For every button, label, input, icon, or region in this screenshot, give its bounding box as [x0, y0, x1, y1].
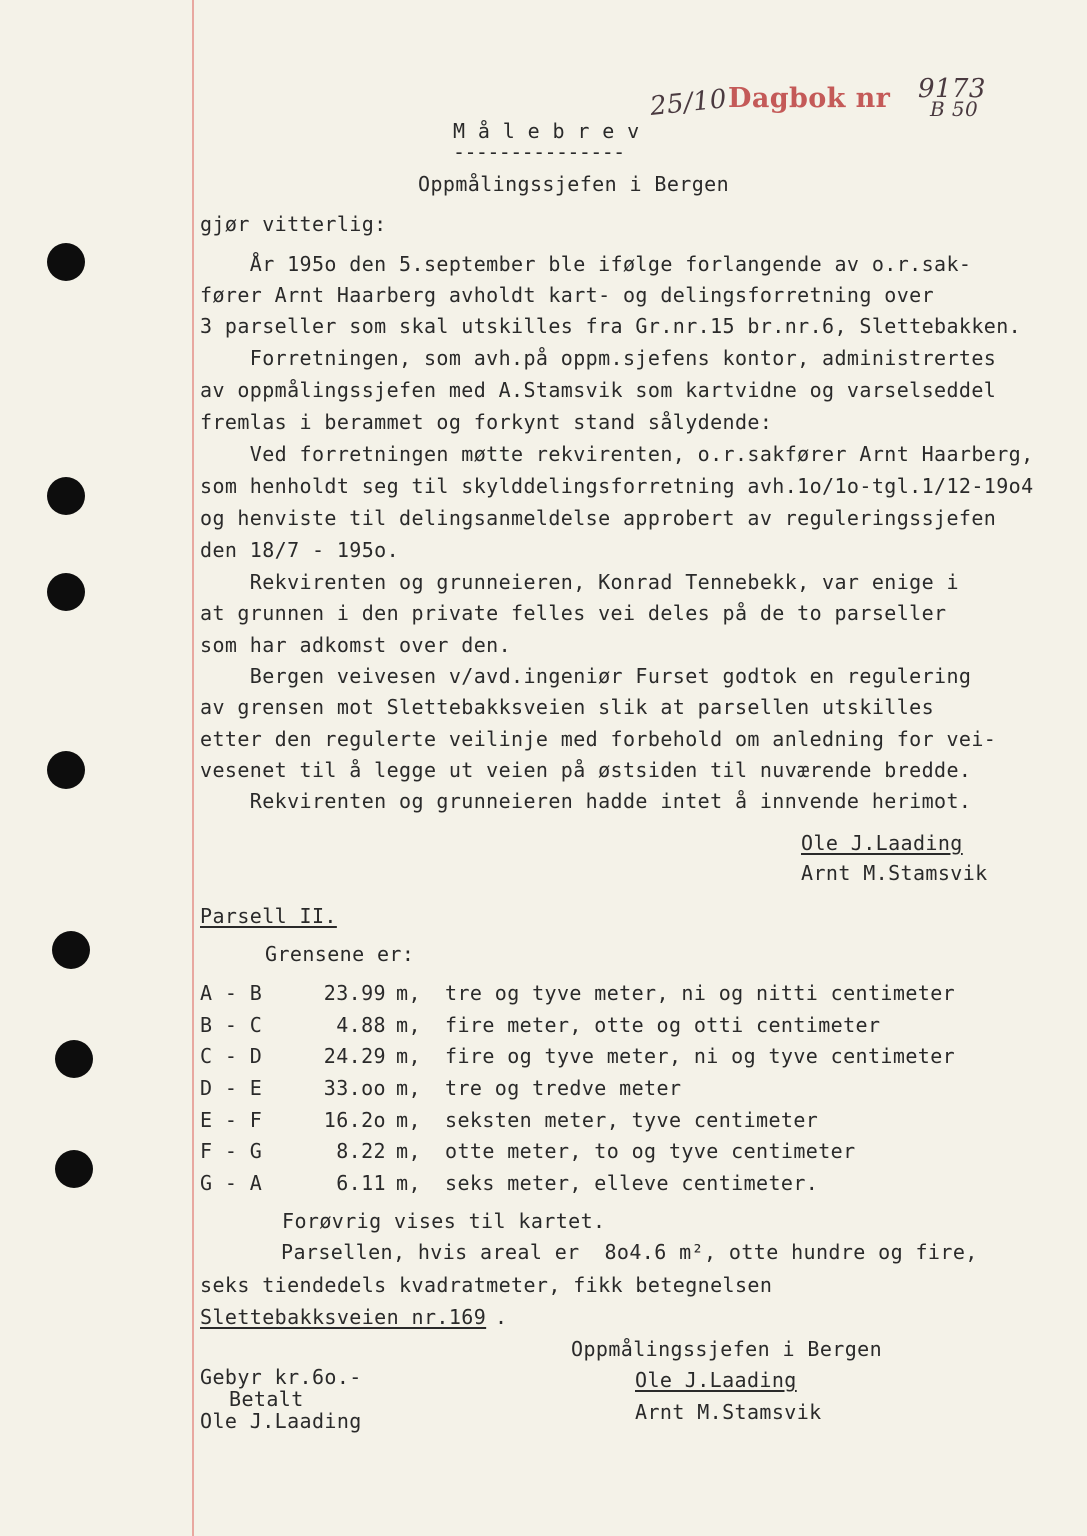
body-line: År 195o den 5.september ble ifølge forlangende av o.r.sak- — [200, 252, 972, 276]
map-reference: Forøvrig vises til kartet. — [282, 1209, 606, 1233]
signature-stamsvik: Arnt M.Stamsvik — [801, 861, 988, 885]
boundary-value: 4.88 — [336, 1013, 386, 1037]
boundary-value: 6.11 — [336, 1171, 386, 1195]
designation-period: . — [495, 1305, 508, 1329]
boundary-unit: m, — [396, 1108, 421, 1132]
title-rule: --------------- — [453, 140, 625, 164]
boundary-words: seksten meter, tyve centimeter — [445, 1108, 819, 1132]
body-line: at grunnen i den private felles vei deles på de to parseller — [200, 601, 947, 625]
body-line: som har adkomst over den. — [200, 633, 512, 657]
area-line: seks tiendedels kvadratmeter, fikk betegnelsen — [200, 1273, 773, 1297]
punch-hole — [47, 477, 85, 515]
body-line: og henviste til delingsanmeldelse approbert av reguleringssjefen — [200, 506, 997, 530]
boundary-unit: m, — [396, 981, 421, 1005]
boundary-unit: m, — [396, 1139, 421, 1163]
body-line: den 18/7 - 195o. — [200, 538, 400, 562]
boundary-segment: E - F — [200, 1108, 263, 1132]
body-line: Rekvirenten og grunneieren, Konrad Tennebekk, var enige i — [200, 570, 959, 594]
punch-hole — [55, 1150, 93, 1188]
boundary-value: 16.2o — [323, 1108, 386, 1132]
boundary-segment: D - E — [200, 1076, 263, 1100]
body-line: fører Arnt Haarberg avholdt kart- og delingsforretning over — [200, 283, 935, 307]
boundary-unit: m, — [396, 1044, 421, 1068]
body-line: fremlas i berammet og forkynt stand sålydende: — [200, 410, 773, 434]
body-line: Rekvirenten og grunneieren hadde intet å innvende herimot. — [200, 789, 972, 813]
body-line: vesenet til å legge ut veien på østsiden til nuværende bredde. — [200, 758, 972, 782]
boundary-words: tre og tyve meter, ni og nitti centimeter — [445, 981, 956, 1005]
footer-signature-stamsvik: Arnt M.Stamsvik — [635, 1400, 822, 1424]
paid-label: Betalt — [229, 1387, 304, 1411]
punch-hole — [47, 573, 85, 611]
boundary-words: tre og tredve meter — [445, 1076, 682, 1100]
body-line: 3 parseller som skal utskilles fra Gr.nr.15 br.nr.6, Slettebakken. — [200, 314, 1022, 338]
boundary-value: 23.99 — [323, 981, 386, 1005]
issuer-heading: Oppmålingssjefen i Bergen — [418, 172, 730, 196]
body-line: etter den regulerte veilinje med forbehold om anledning for vei- — [200, 727, 997, 751]
stamp-number: 9173 — [918, 74, 986, 104]
boundary-words: seks meter, elleve centimeter. — [445, 1171, 819, 1195]
boundaries-intro: Grensene er: — [265, 942, 415, 966]
stamp-label: Dagbok nr — [728, 83, 891, 114]
body-line: som henholdt seg til skylddelingsforretning avh.1o/1o-tgl.1/12-19o4 — [200, 474, 1034, 498]
boundary-unit: m, — [396, 1076, 421, 1100]
boundary-unit: m, — [396, 1013, 421, 1037]
boundary-segment: C - D — [200, 1044, 263, 1068]
footer-signature-laading: Ole J.Laading — [635, 1368, 797, 1392]
boundary-unit: m, — [396, 1171, 421, 1195]
boundary-value: 24.29 — [323, 1044, 386, 1068]
punch-hole — [47, 243, 85, 281]
boundary-words: fire meter, otte og otti centimeter — [445, 1013, 881, 1037]
signature-laading: Ole J.Laading — [801, 831, 963, 855]
boundary-words: otte meter, to og tyve centimeter — [445, 1139, 856, 1163]
body-line: Bergen veivesen v/avd.ingeniør Furset godtok en regulering — [200, 664, 972, 688]
margin-rule — [192, 0, 194, 1536]
area-line: Parsellen, hvis areal er 8o4.6 m², otte hundre og fire, — [281, 1240, 978, 1264]
body-line: av oppmålingssjefen med A.Stamsvik som kartvidne og varselseddel — [200, 378, 997, 402]
boundary-value: 8.22 — [336, 1139, 386, 1163]
boundary-segment: F - G — [200, 1139, 263, 1163]
punch-hole — [55, 1040, 93, 1078]
paid-by: Ole J.Laading — [200, 1409, 362, 1433]
body-line: gjør vitterlig: — [200, 212, 387, 236]
designation: Slettebakksveien nr.169 — [200, 1305, 487, 1329]
boundary-segment: B - C — [200, 1013, 263, 1037]
boundary-segment: G - A — [200, 1171, 263, 1195]
punch-hole — [47, 751, 85, 789]
body-line: av grensen mot Slettebakksveien slik at parsellen utskilles — [200, 695, 935, 719]
body-line: Forretningen, som avh.på oppm.sjefens kontor, administrertes — [200, 346, 997, 370]
document-title: M å l e b r e v — [453, 119, 640, 143]
boundary-segment: A - B — [200, 981, 263, 1005]
punch-hole — [52, 931, 90, 969]
body-line: Ved forretningen møtte rekvirenten, o.r.sakfører Arnt Haarberg, — [200, 442, 1034, 466]
stamp-year: B 50 — [930, 97, 979, 121]
fee-line: Gebyr kr.6o.- — [200, 1365, 362, 1389]
parsell-heading: Parsell II. — [200, 904, 337, 928]
footer-issuer: Oppmålingssjefen i Bergen — [571, 1337, 883, 1361]
stamp-date: 25/10 — [648, 84, 729, 122]
boundary-value: 33.oo — [323, 1076, 386, 1100]
boundary-words: fire og tyve meter, ni og tyve centimeter — [445, 1044, 956, 1068]
